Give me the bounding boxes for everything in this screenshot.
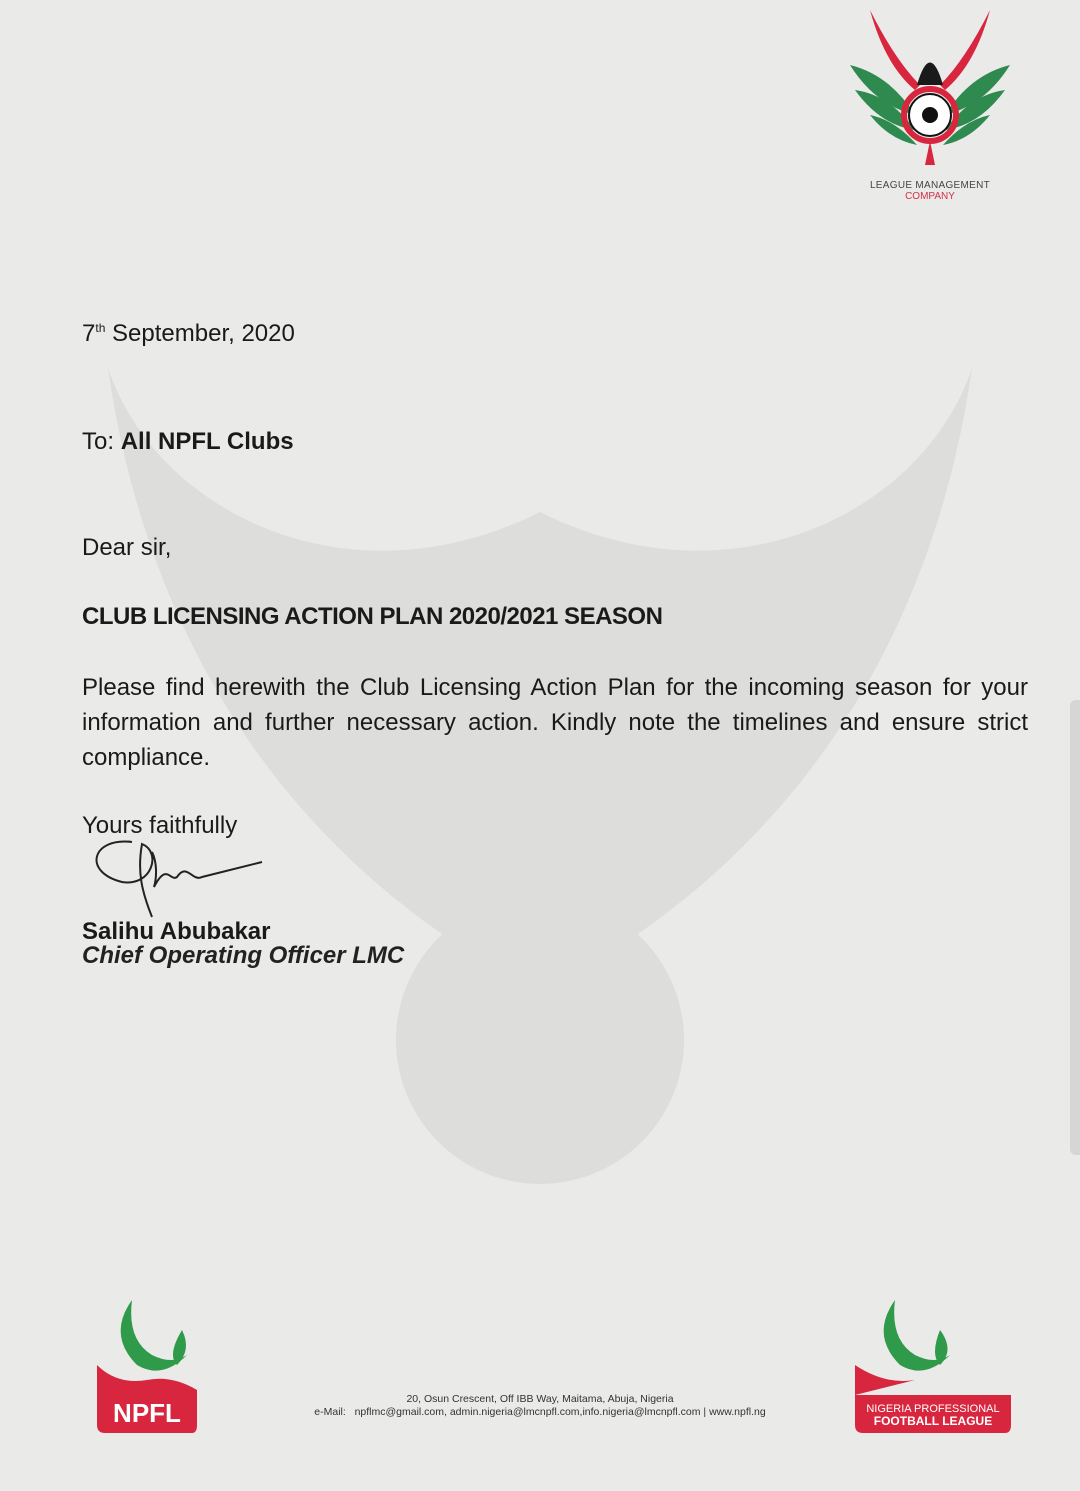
- letter-date: [82, 320, 295, 348]
- footer-contact: 20, Osun Crescent, Off IBB Way, Maitama, Abuja, Nigeria e-Mail: npflmc@gmail.com, admin.nigeria@lmcnpfl.com,info.nigeria@lmcnpfl.com | www.npfl.ng: [240, 1393, 840, 1419]
- date-rest: September, 2020: [105, 320, 295, 347]
- email-label: e-Mail:: [314, 1406, 346, 1418]
- recipient: All NPFL Clubs: [120, 428, 294, 455]
- signatory-title: Chief Operating Officer LMC: [82, 942, 405, 969]
- lmc-logo: [845, 5, 1015, 202]
- org-name-line1: LEAGUE MANAGEMENT: [869, 180, 991, 191]
- footer-address: 20, Osun Crescent, Off IBB Way, Maitama, Abuja, Nigeria: [406, 1393, 674, 1405]
- footer-website: www.npfl.ng: [709, 1406, 766, 1418]
- league-name-line2: FOOTBALL LEAGUE: [873, 1414, 993, 1428]
- signature-icon: [82, 832, 272, 922]
- date-suffix: th: [95, 321, 106, 335]
- league-name-line1: NIGERIA PROFESSIONAL: [866, 1403, 1000, 1415]
- org-name-line2: COMPANY: [905, 191, 955, 202]
- scrollbar[interactable]: [1070, 700, 1080, 1155]
- npfl-badge-text: NPFL: [113, 1398, 181, 1428]
- closing: Yours faithfully: [82, 812, 238, 839]
- date-day: 7: [82, 320, 96, 347]
- npfl-league-logo: [855, 1295, 1015, 1440]
- to-label: To:: [82, 428, 121, 455]
- footer-emails: npflmc@gmail.com, admin.nigeria@lmcnpfl.com,info.nigeria@lmcnpfl.com: [354, 1406, 701, 1418]
- npfl-league-bird-icon: [855, 1295, 1015, 1435]
- eagle-logo-icon: [845, 5, 1015, 175]
- recipient-line: [82, 428, 294, 456]
- subject-heading: CLUB LICENSING ACTION PLAN 2020/2021 SEASON: [82, 603, 663, 630]
- npfl-bird-icon: [92, 1295, 202, 1435]
- greeting: Dear sir,: [82, 534, 172, 561]
- signatory-name: Salihu Abubakar: [82, 918, 271, 945]
- letter-body: Please find herewith the Club Licensing Action Plan for the incoming season for your information and further necessary action. Kindly note the timelines and ensure strict compliance.: [82, 674, 1028, 771]
- npfl-logo: [92, 1295, 202, 1440]
